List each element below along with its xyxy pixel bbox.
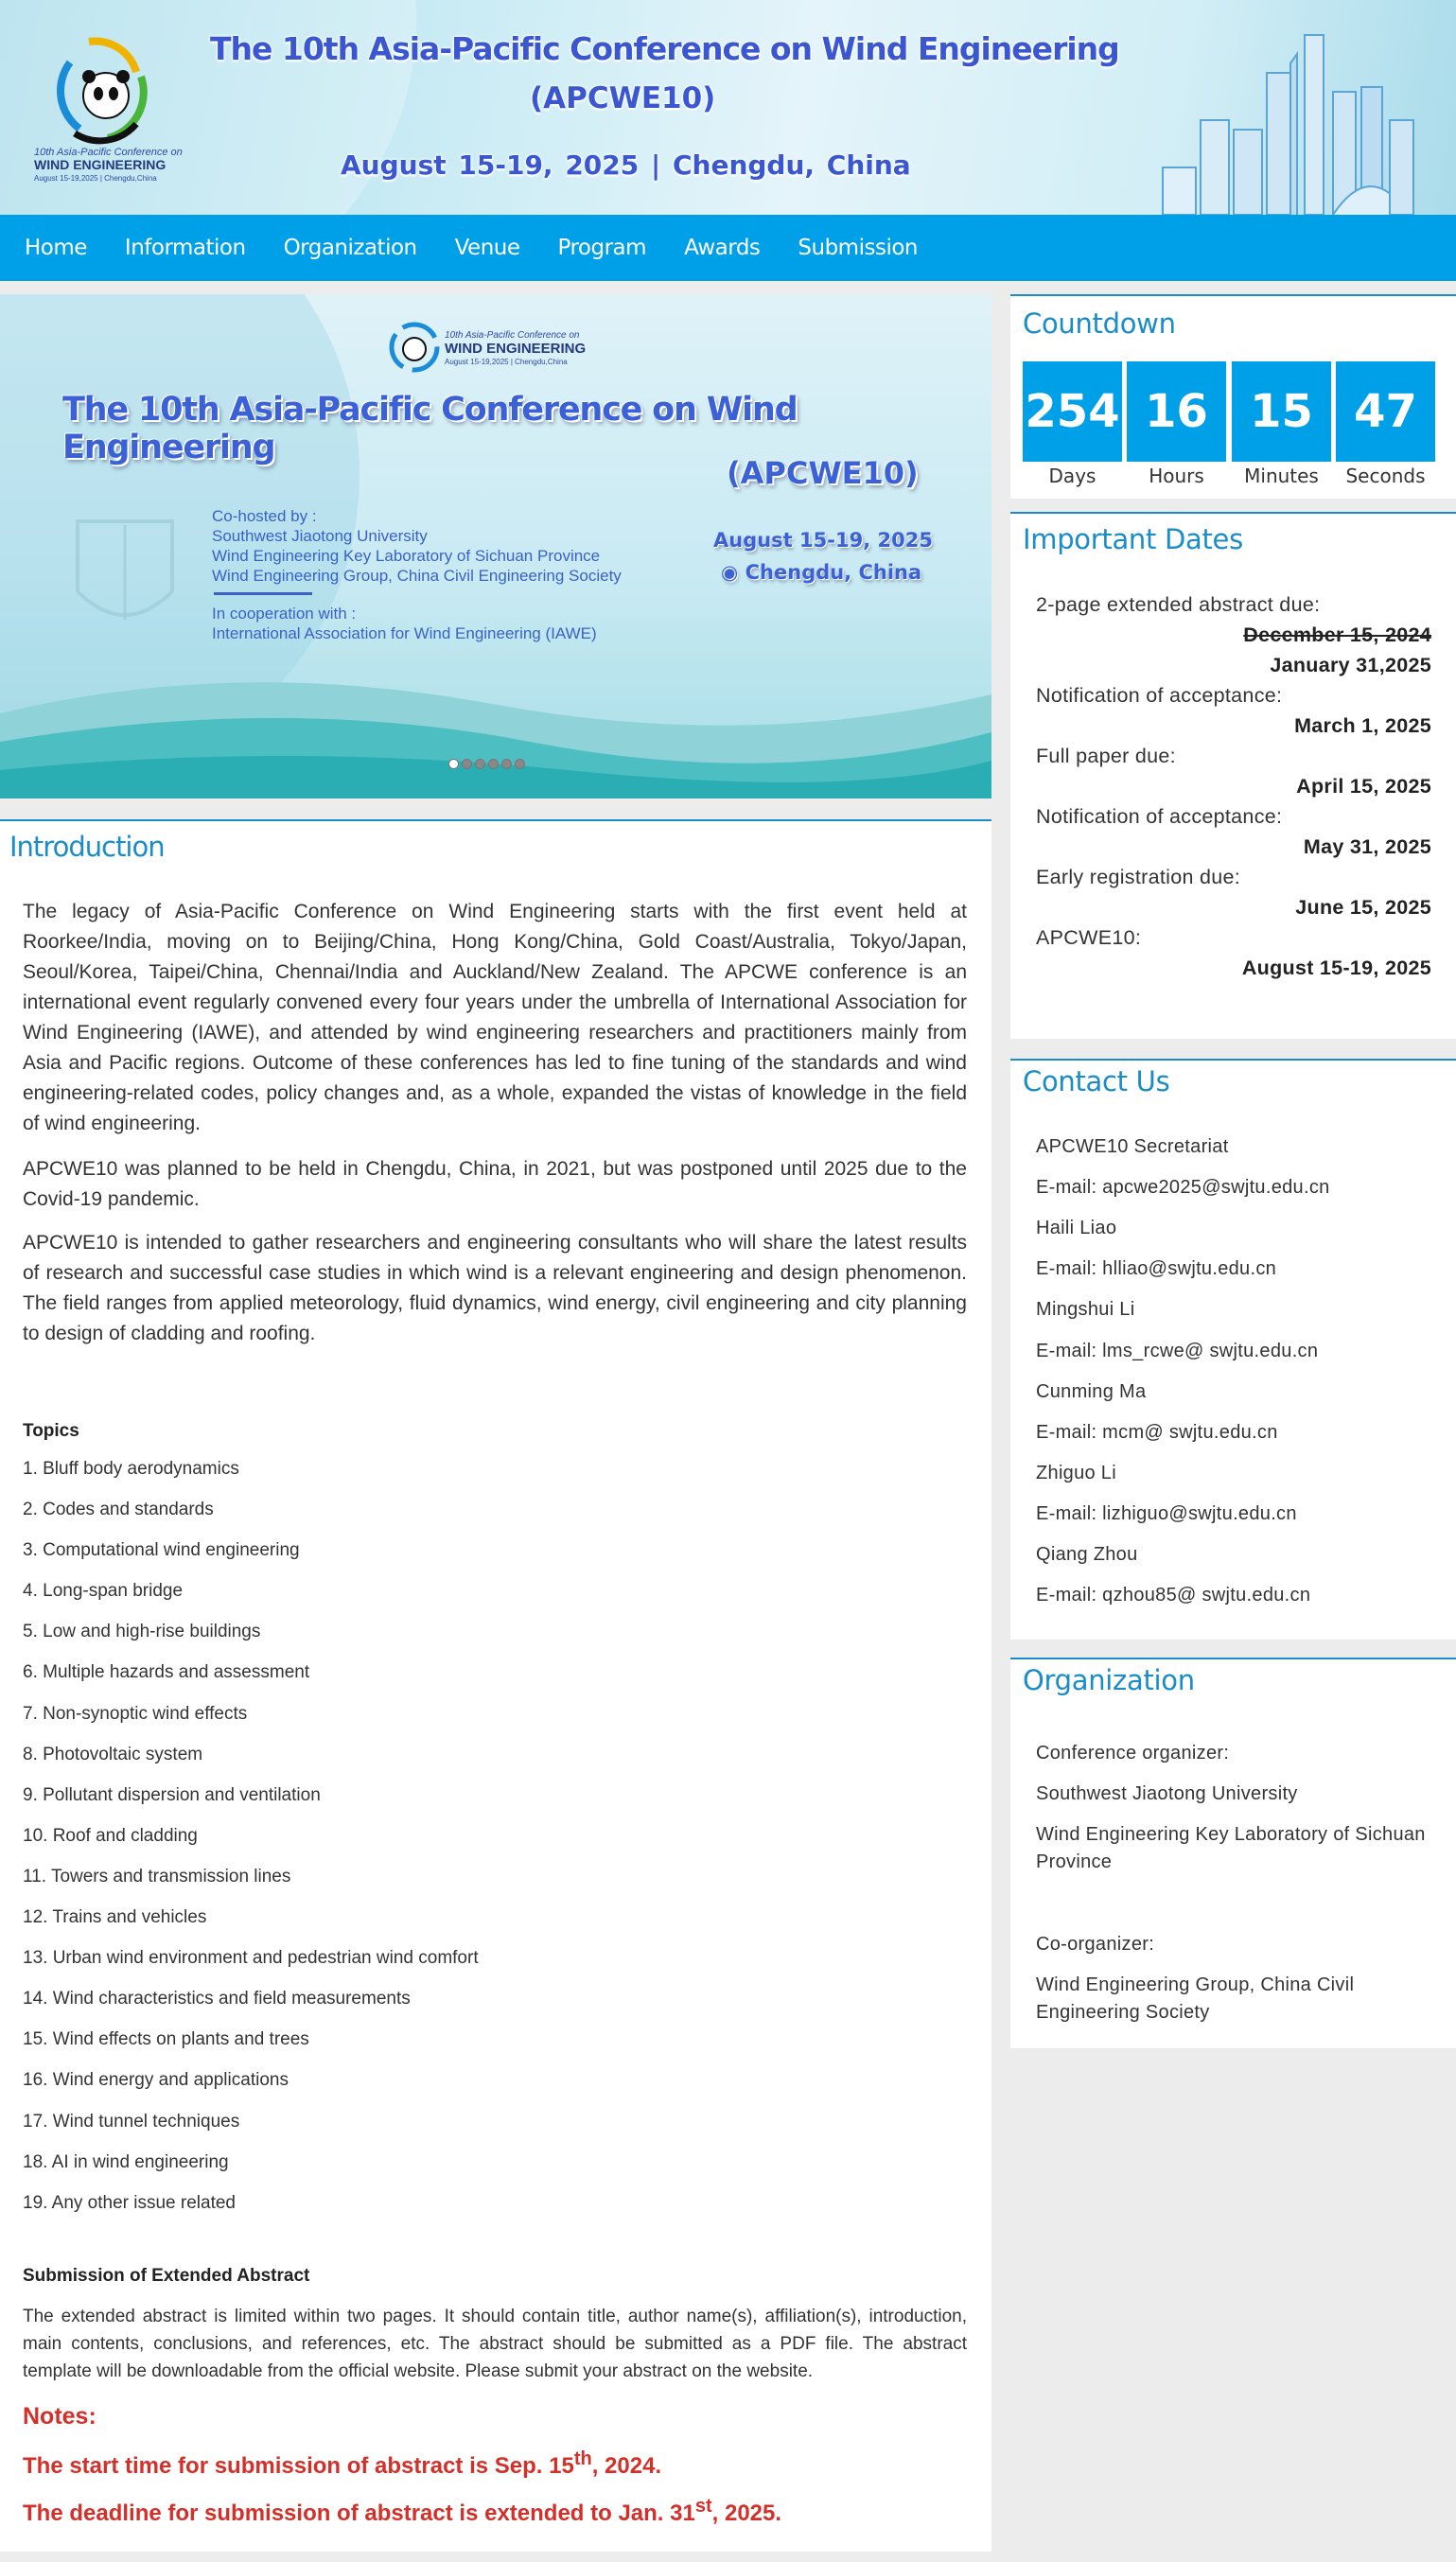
note-deadline <box>23 2496 781 2527</box>
date-value: June 15, 2025 <box>1295 896 1431 919</box>
topic-item: 6. Multiple hazards and assessment <box>23 1662 310 1683</box>
section-title: Contact Us <box>1023 1065 1170 1097</box>
topics-list <box>23 1459 479 2234</box>
nav-submission[interactable]: Submission <box>798 236 918 260</box>
date-label: Full paper due: <box>1036 745 1176 767</box>
university-emblem <box>72 516 178 639</box>
cooperation-org: International Association for Wind Engineering (IAWE) <box>212 624 597 642</box>
slide-dot-2[interactable] <box>462 759 472 769</box>
note-text: The deadline for submission of abstract is extended to Jan. 31 <box>23 2501 695 2526</box>
topic-item: 11. Towers and transmission lines <box>23 1866 291 1886</box>
coorganizer-label: Co-organizer: <box>1036 1934 1155 1955</box>
nav-program[interactable]: Program <box>557 236 647 260</box>
topics-heading: Topics <box>23 1421 79 1441</box>
topic-item: 1. Bluff body aerodynamics <box>23 1459 239 1479</box>
contact-email[interactable]: E-mail: lizhiguo@swjtu.edu.cn <box>1036 1502 1297 1524</box>
note-text: , 2025. <box>711 2501 782 2526</box>
date-value: August 15-19, 2025 <box>1241 956 1431 979</box>
intro-paragraph-2: APCWE10 was planned to be held in Chengdu, China, in 2021, but was postponed until 2025 due to the Covid-19 pandemic. <box>23 1158 967 1210</box>
countdown-minutes: 15 <box>1232 361 1331 462</box>
banner-date: August 15-19, 2025 <box>713 529 933 552</box>
topic-item: 19. Any other issue related <box>23 2192 236 2213</box>
submission-text: The extended abstract is limited within two pages. It should contain title, author name(s), affiliation(s), introduction, main contents, conclusions, and references, etc. The abstract should be submitted as a PDF file. The abstract template will be downloadable from the official website. Please submit your abstract on the website. <box>23 2307 967 2381</box>
cohost-1: Southwest Jiaotong University <box>212 527 428 545</box>
section-title: Countdown <box>1023 307 1176 340</box>
topic-item: 12. Trains and vehicles <box>23 1907 207 1928</box>
cohost-2: Wind Engineering Key Laboratory of Sichuan Province <box>212 547 601 565</box>
svg-text:WIND ENGINEERING: WIND ENGINEERING <box>445 341 587 357</box>
header-subtitle: (APCWE10) <box>530 81 716 115</box>
banner-logo <box>386 319 604 376</box>
banner-subtitle: (APCWE10) <box>727 455 919 491</box>
contact-email[interactable]: E-mail: apcwe2025@swjtu.edu.cn <box>1036 1177 1330 1199</box>
note-start-time <box>23 2448 661 2480</box>
important-dates-section <box>1010 512 1456 1039</box>
topic-item: 9. Pollutant dispersion and ventilation <box>23 1784 321 1805</box>
organizer-label: Conference organizer: <box>1036 1743 1230 1764</box>
section-title: Organization <box>1023 1664 1195 1696</box>
section-title: Important Dates <box>1023 523 1243 555</box>
banner-location <box>721 561 921 584</box>
organization-section <box>1010 1658 1456 2048</box>
note-text: The start time for submission of abstract is Sep. 15 <box>23 2453 574 2479</box>
cooperation-label: In cooperation with : <box>212 605 357 623</box>
topic-item: 14. Wind characteristics and field measurements <box>23 1989 411 2009</box>
intro-paragraph-1: The legacy of Asia-Pacific Conference on Wind Engineering starts with the first event held at Roorkee/India, moving on to Beijing/China, Hong Kong/China, Gold Coast/Australia, Tokyo/Japan, Seoul/Korea, Taipei/China, Chennai/India and Auckland/New Zealand. The APCWE conference is an international event regularly convened every four years under the umbrella of International Association for Wind Engineering (IAWE), and attended by wind engineering researchers and practitioners mainly from Asia and Pacific regions. Outcome of these conferences has led to fine tuning of the standards and wind engineering-related codes, policy changes and, as a whole, expanded the vistas of knowledge in the field of wind engineering. <box>23 901 967 1134</box>
countdown-seconds: 47 <box>1336 361 1435 462</box>
date-label: Notification of acceptance: <box>1036 805 1283 828</box>
cohost-3: Wind Engineering Group, China Civil Engineering Society <box>212 567 622 585</box>
date-value: January 31,2025 <box>1270 654 1431 676</box>
topic-item: 17. Wind tunnel techniques <box>23 2111 240 2132</box>
notes-label: Notes: <box>23 2403 96 2430</box>
contact-section <box>1010 1059 1456 1640</box>
svg-text:August 15-19,2025 | Chengdu,Ch: August 15-19,2025 | Chengdu,China <box>445 358 568 366</box>
topic-item: 7. Non-synoptic wind effects <box>23 1703 248 1724</box>
header-dates-location: August 15-19, 2025 | Chengdu, China <box>341 149 911 181</box>
contact-email[interactable]: E-mail: mcm@ swjtu.edu.cn <box>1036 1421 1278 1443</box>
date-label: Notification of acceptance: <box>1036 684 1283 707</box>
slide-dot-5[interactable] <box>501 759 512 769</box>
note-sup: st <box>694 2496 712 2517</box>
countdown-label: Days <box>1048 465 1096 487</box>
contact-name: Mingshui Li <box>1036 1299 1135 1321</box>
nav-information[interactable]: Information <box>124 236 246 260</box>
topic-item: 4. Long-span bridge <box>23 1581 184 1602</box>
nav-venue[interactable]: Venue <box>454 236 520 260</box>
organizer: Southwest Jiaotong University <box>1036 1783 1298 1804</box>
wave-illustration <box>0 657 991 798</box>
date-value: April 15, 2025 <box>1296 775 1431 798</box>
main-nav <box>0 215 1456 281</box>
countdown-label: Hours <box>1149 465 1204 487</box>
countdown-widget <box>1010 294 1456 499</box>
submission-heading: Submission of Extended Abstract <box>23 2266 310 2286</box>
location-text: Chengdu, China <box>745 561 922 584</box>
conference-logo[interactable] <box>32 34 202 185</box>
contact-email[interactable]: E-mail: hlliao@swjtu.edu.cn <box>1036 1258 1277 1280</box>
nav-awards[interactable]: Awards <box>684 236 761 260</box>
svg-text:August 15-19,2025 | Chengdu,Ch: August 15-19,2025 | Chengdu,China <box>34 174 157 183</box>
slider-pagination <box>448 759 525 769</box>
date-old-value: December 15, 2024 <box>1243 623 1431 646</box>
topic-item: 3. Computational wind engineering <box>23 1540 300 1561</box>
slide-dot-3[interactable] <box>475 759 485 769</box>
divider <box>214 592 312 595</box>
contact-email[interactable]: E-mail: lms_rcwe@ swjtu.edu.cn <box>1036 1340 1319 1361</box>
contact-name: Zhiguo Li <box>1036 1462 1116 1483</box>
svg-text:10th Asia-Pacific Conference o: 10th Asia-Pacific Conference on <box>34 147 183 158</box>
cohosted-label: Co-hosted by : <box>212 507 317 525</box>
date-label: APCWE10: <box>1036 926 1142 949</box>
header-title: The 10th Asia-Pacific Conference on Wind Engineering <box>210 30 1119 67</box>
topic-item: 15. Wind effects on plants and trees <box>23 2029 309 2050</box>
topic-item: 8. Photovoltaic system <box>23 1744 203 1764</box>
nav-home[interactable]: Home <box>25 236 87 260</box>
note-text: , 2024. <box>591 2453 662 2479</box>
location-pin-icon: ◉ <box>721 561 746 584</box>
slide-dot-6[interactable] <box>515 759 525 769</box>
intro-paragraph-3: APCWE10 is intended to gather researchers and engineering consultants who will share the latest results of research and successful case studies in which wind is a relevant engineering and design phenomenon. The field ranges from applied meteorology, fluid dynamics, wind energy, civil engineering and city planning to design of cladding and roofing. <box>23 1232 967 1344</box>
contact-email[interactable]: E-mail: qzhou85@ swjtu.edu.cn <box>1036 1585 1311 1606</box>
note-sup: th <box>573 2448 592 2469</box>
slide-dot-4[interactable] <box>488 759 499 769</box>
coorganizer: Wind Engineering Group, China Civil Engineering Society <box>1036 1974 1355 2023</box>
organizer: Wind Engineering Key Laboratory of Sichuan Province <box>1036 1824 1426 1872</box>
contact-name: Cunming Ma <box>1036 1380 1147 1402</box>
city-skyline-illustration <box>1049 16 1456 215</box>
contact-name: APCWE10 Secretariat <box>1036 1136 1229 1157</box>
topic-item: 10. Roof and cladding <box>23 1825 198 1846</box>
date-label: 2-page extended abstract due: <box>1036 593 1321 616</box>
nav-organization[interactable]: Organization <box>283 236 417 260</box>
countdown-label: Seconds <box>1345 465 1426 487</box>
site-header <box>0 0 1456 215</box>
countdown-hours: 16 <box>1127 361 1226 462</box>
section-title: Introduction <box>9 831 165 863</box>
introduction-section <box>0 819 991 2552</box>
svg-text:10th Asia-Pacific Conference o: 10th Asia-Pacific Conference on <box>445 330 580 341</box>
banner-title: The 10th Asia-Pacific Conference on Wind Engineering <box>62 391 798 466</box>
slide-dot-1[interactable] <box>448 759 459 769</box>
topic-item: 2. Codes and standards <box>23 1500 214 1520</box>
topic-item: 5. Low and high-rise buildings <box>23 1622 261 1642</box>
banner-slider[interactable] <box>0 294 991 798</box>
date-value: May 31, 2025 <box>1303 835 1431 858</box>
svg-text:WIND ENGINEERING: WIND ENGINEERING <box>34 157 167 172</box>
contact-name: Qiang Zhou <box>1036 1544 1138 1565</box>
topic-item: 18. AI in wind engineering <box>23 2151 229 2172</box>
date-label: Early registration due: <box>1036 866 1241 888</box>
date-value: March 1, 2025 <box>1294 714 1431 737</box>
contact-name: Haili Liao <box>1036 1218 1117 1239</box>
topic-item: 16. Wind energy and applications <box>23 2070 289 2091</box>
topic-item: 13. Urban wind environment and pedestrian wind comfort <box>23 1948 479 1969</box>
countdown-days: 254 <box>1023 361 1122 462</box>
countdown-label: Minutes <box>1244 465 1319 487</box>
